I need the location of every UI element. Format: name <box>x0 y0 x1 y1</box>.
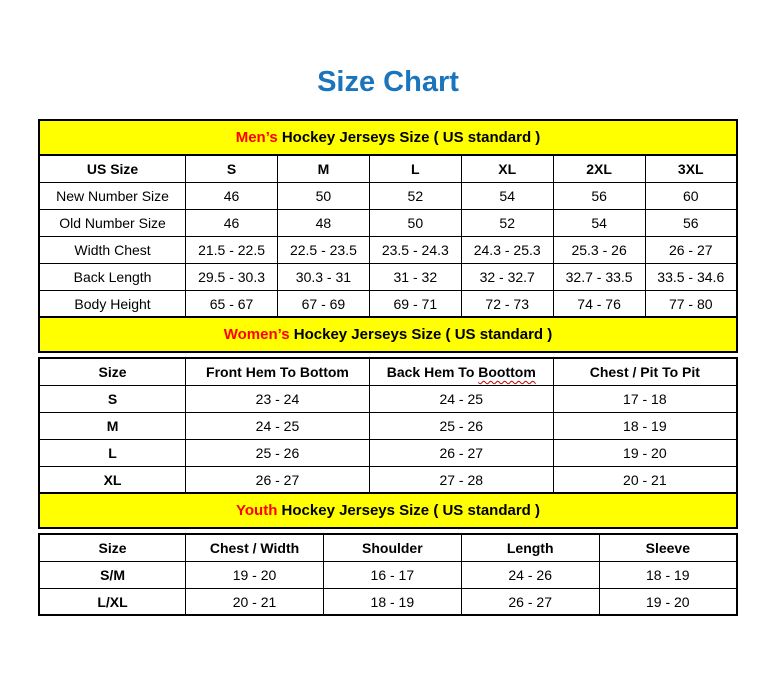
cell: 19 - 20 <box>186 561 324 588</box>
column-header: XL <box>461 155 553 182</box>
row-label: S <box>39 385 186 412</box>
cell: 20 - 21 <box>553 466 737 493</box>
table-row <box>39 209 737 236</box>
cell: 46 <box>186 209 278 236</box>
table-row <box>39 182 737 209</box>
cell: 24 - 26 <box>461 561 599 588</box>
mens-band-rest: Hockey Jerseys Size ( US standard ) <box>277 129 541 147</box>
header-row <box>39 358 737 385</box>
table-row <box>39 561 737 588</box>
row-label: Width Chest <box>39 236 186 263</box>
size-chart <box>38 119 738 616</box>
section-mens <box>38 119 738 318</box>
cell: 25 - 26 <box>186 439 370 466</box>
column-header: M <box>277 155 369 182</box>
womens-size-table <box>38 357 738 494</box>
cell: 65 - 67 <box>186 290 278 317</box>
header-row <box>39 534 737 561</box>
table-row <box>39 236 737 263</box>
cell: 32.7 - 33.5 <box>553 263 645 290</box>
cell: 69 - 71 <box>369 290 461 317</box>
column-header: L <box>369 155 461 182</box>
youth-band-highlight: Youth <box>236 502 278 520</box>
cell: 50 <box>277 182 369 209</box>
column-header: Chest / Width <box>186 534 324 561</box>
mens-band-title <box>38 119 738 156</box>
header-row <box>39 155 737 182</box>
misspelled-word: Boottom <box>478 364 536 381</box>
row-label: XL <box>39 466 186 493</box>
cell: 52 <box>369 182 461 209</box>
cell: 26 - 27 <box>369 439 553 466</box>
cell: 67 - 69 <box>277 290 369 317</box>
cell: 24.3 - 25.3 <box>461 236 553 263</box>
table-row <box>39 466 737 493</box>
table-row <box>39 412 737 439</box>
cell: 32 - 32.7 <box>461 263 553 290</box>
youth-size-table <box>38 533 738 616</box>
cell: 56 <box>553 182 645 209</box>
cell: 46 <box>186 182 278 209</box>
row-label: New Number Size <box>39 182 186 209</box>
section-womens <box>38 316 738 494</box>
cell: 74 - 76 <box>553 290 645 317</box>
cell: 24 - 25 <box>186 412 370 439</box>
cell: 19 - 20 <box>599 588 737 615</box>
youth-band-title <box>38 492 738 529</box>
cell: 56 <box>645 209 737 236</box>
table-row <box>39 385 737 412</box>
column-header: Size <box>39 534 186 561</box>
row-label: Old Number Size <box>39 209 186 236</box>
cell: 72 - 73 <box>461 290 553 317</box>
cell: 25.3 - 26 <box>553 236 645 263</box>
table-row <box>39 263 737 290</box>
column-header: 3XL <box>645 155 737 182</box>
youth-band-rest: Hockey Jerseys Size ( US standard ) <box>277 502 540 520</box>
cell: 48 <box>277 209 369 236</box>
cell: 19 - 20 <box>553 439 737 466</box>
cell: 26 - 27 <box>645 236 737 263</box>
mens-size-table <box>38 154 738 318</box>
row-label: Back Length <box>39 263 186 290</box>
column-header: US Size <box>39 155 186 182</box>
row-label: M <box>39 412 186 439</box>
cell: 17 - 18 <box>553 385 737 412</box>
cell: 22.5 - 23.5 <box>277 236 369 263</box>
table-row <box>39 588 737 615</box>
column-header: Sleeve <box>599 534 737 561</box>
cell: 54 <box>553 209 645 236</box>
cell: 33.5 - 34.6 <box>645 263 737 290</box>
womens-band-title <box>38 316 738 353</box>
column-header: 2XL <box>553 155 645 182</box>
row-label: S/M <box>39 561 186 588</box>
column-header: Back Hem To Boottom <box>369 358 553 385</box>
cell: 54 <box>461 182 553 209</box>
column-header: Chest / Pit To Pit <box>553 358 737 385</box>
cell: 16 - 17 <box>323 561 461 588</box>
cell: 52 <box>461 209 553 236</box>
womens-band-rest: Hockey Jerseys Size ( US standard ) <box>289 326 553 344</box>
row-label: Body Height <box>39 290 186 317</box>
cell: 23 - 24 <box>186 385 370 412</box>
cell: 24 - 25 <box>369 385 553 412</box>
page-title: Size Chart <box>317 66 459 98</box>
column-header: Front Hem To Bottom <box>186 358 370 385</box>
row-label: L/XL <box>39 588 186 615</box>
table-row <box>39 439 737 466</box>
section-youth <box>38 492 738 616</box>
row-label: L <box>39 439 186 466</box>
cell: 30.3 - 31 <box>277 263 369 290</box>
cell: 29.5 - 30.3 <box>186 263 278 290</box>
cell: 31 - 32 <box>369 263 461 290</box>
cell: 18 - 19 <box>323 588 461 615</box>
mens-band-highlight: Men’s <box>235 129 278 147</box>
cell: 18 - 19 <box>553 412 737 439</box>
cell: 23.5 - 24.3 <box>369 236 461 263</box>
column-header: Length <box>461 534 599 561</box>
cell: 27 - 28 <box>369 466 553 493</box>
cell: 60 <box>645 182 737 209</box>
cell: 25 - 26 <box>369 412 553 439</box>
cell: 18 - 19 <box>599 561 737 588</box>
column-header: Shoulder <box>323 534 461 561</box>
womens-band-highlight: Women’s <box>223 326 290 344</box>
column-header: S <box>186 155 278 182</box>
column-header: Size <box>39 358 186 385</box>
cell: 21.5 - 22.5 <box>186 236 278 263</box>
cell: 50 <box>369 209 461 236</box>
cell: 77 - 80 <box>645 290 737 317</box>
cell: 26 - 27 <box>461 588 599 615</box>
table-row <box>39 290 737 317</box>
cell: 26 - 27 <box>186 466 370 493</box>
cell: 20 - 21 <box>186 588 324 615</box>
